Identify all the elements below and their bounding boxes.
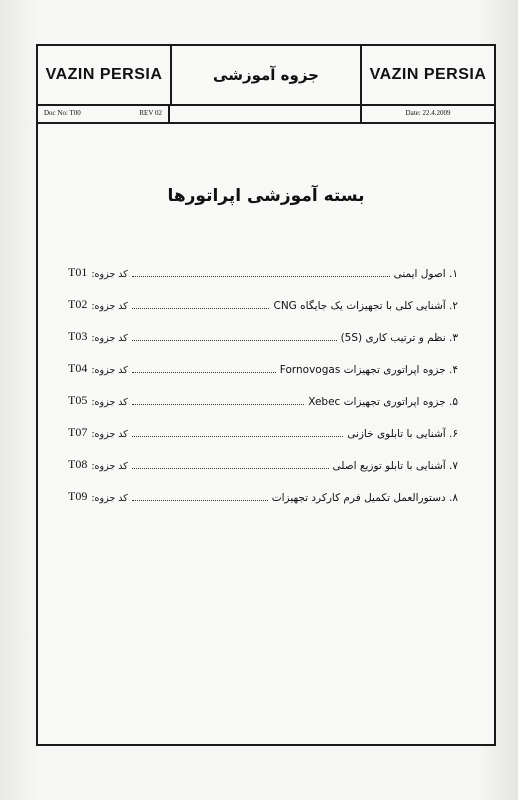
toc-item-code: T07 [68,425,88,439]
toc-item [68,420,458,440]
toc-leader-dots [132,467,329,469]
toc-leader-dots [132,339,337,341]
toc-item-code: T01 [68,265,88,279]
toc-code-prefix: کد جزوه: [91,429,128,440]
toc-item-code: T05 [68,393,88,407]
toc-leader-dots [132,403,304,405]
toc-item [68,292,458,312]
document-date: Date: 22.4.2009 [405,109,451,117]
toc-item [68,324,458,344]
toc-item-title: ۳. نظم و ترتیب کاری (5S) [340,332,458,344]
toc-code-prefix: کد جزوه: [91,493,128,504]
revision: REV 02 [139,109,162,117]
toc-item [68,484,458,504]
header-title: جزوه آموزشی [213,66,319,84]
toc-code-prefix: کد جزوه: [91,269,128,280]
toc-code-prefix: کد جزوه: [91,333,128,344]
toc-item-title: ۲. آشنایی کلی با تجهیزات یک جایگاه CNG [273,300,458,312]
doc-number-cell [38,104,170,122]
document-header [38,46,494,106]
toc-item-title: ۷. آشنایی با تابلو توزیع اصلی [332,460,458,472]
toc-leader-dots [132,307,270,309]
toc-item-code: T08 [68,457,88,471]
toc-item-title: ۸. دستورالعمل تکمیل فرم کارکرد تجهیزات [271,492,458,504]
document-meta-row [38,104,494,124]
toc-code-prefix: کد جزوه: [91,397,128,408]
date-cell [360,104,494,122]
toc-item-title: ۴. جزوه اپراتوری تجهیزات Fornovogas [279,364,458,376]
toc-leader-dots [132,275,390,277]
toc-code-prefix: کد جزوه: [91,365,128,376]
toc-item [68,452,458,472]
toc-leader-dots [132,499,268,501]
document-frame [36,44,496,746]
toc-item [68,260,458,280]
company-logo-left: VAZIN PERSIA [38,46,172,104]
toc-item [68,388,458,408]
toc-code-prefix: کد جزوه: [91,461,128,472]
toc-leader-dots [132,435,343,437]
toc-item [68,356,458,376]
document-title: بسته آموزشی اپراتورها [167,186,365,206]
company-logo-right: VAZIN PERSIA [360,46,494,104]
toc-item-code: T03 [68,329,88,343]
toc-item-title: ۱. اصول ایمنی [393,268,458,280]
toc-item-code: T02 [68,297,88,311]
doc-number: Doc No: T00 [44,109,81,117]
toc-item-title: ۶. آشنایی با تابلوی خازنی [347,428,458,440]
toc-code-prefix: کد جزوه: [91,301,128,312]
toc-item-code: T09 [68,489,88,503]
toc-leader-dots [132,371,276,373]
toc-item-title: ۵. جزوه اپراتوری تجهیزات Xebec [308,396,458,408]
toc-item-code: T04 [68,361,88,375]
